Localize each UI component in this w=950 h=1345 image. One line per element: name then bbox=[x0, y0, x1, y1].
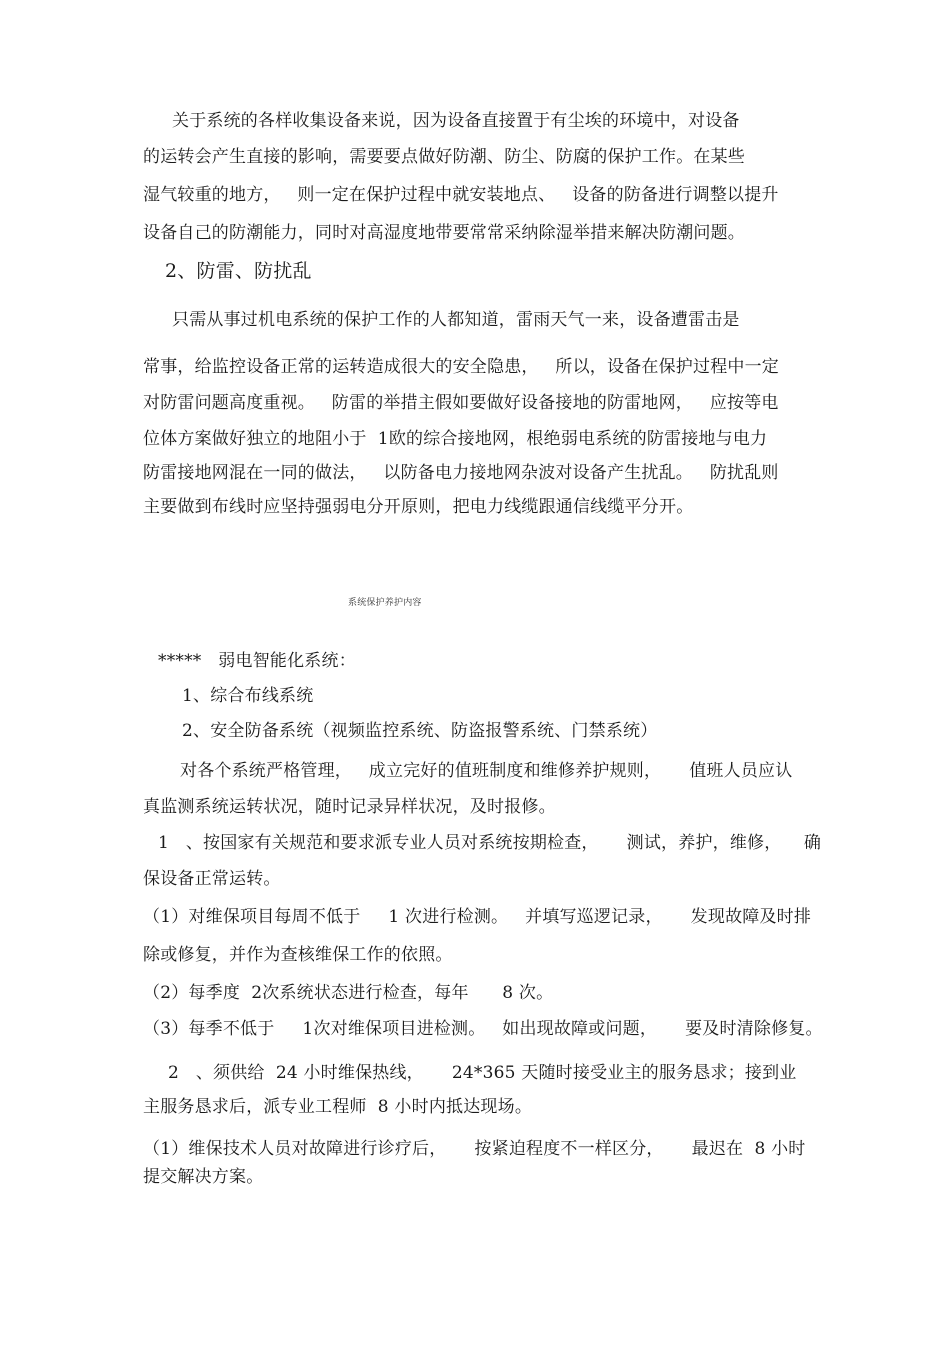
section-caption: 系统保护养护内容 bbox=[348, 598, 422, 608]
sub-item-1-line-1: （1）对维保项目每周不低于 1 次进行检测。 并填写巡逻记录， 发现故障及时排 bbox=[143, 907, 812, 927]
point-1-line-2: 保设备正常运转。 bbox=[143, 869, 281, 889]
paragraph-3-line-1: 对各个系统严格管理， 成立完好的值班制度和维修养护规则， 值班人员应认 bbox=[180, 761, 793, 781]
sub-item-1-line-2: 除或修复，并作为查核维保工作的依照。 bbox=[143, 945, 453, 965]
paragraph-2-line-3: 对防雷问题高度重视。 防雷的举措主假如要做好设备接地的防雷地网， 应按等电 bbox=[143, 393, 779, 413]
point-2-line-2: 主服务恳求后，派专业工程师 8 小时内抵达现场。 bbox=[143, 1097, 533, 1117]
paragraph-1-line-1: 关于系统的各样收集设备来说，因为设备直接置于有尘埃的环境中，对设备 bbox=[172, 111, 740, 131]
sub-item-2: （2）每季度 2次系统状态进行检查，每年 8 次。 bbox=[143, 983, 554, 1003]
point-1-line-1: 1 、按国家有关规范和要求派专业人员对系统按期检查， 测试，养护，维修， 确 bbox=[158, 833, 822, 853]
sub-item-4-line-2: 提交解决方案。 bbox=[143, 1167, 264, 1187]
list-item-cabling: 1、综合布线系统 bbox=[182, 686, 314, 706]
paragraph-2-line-1: 只需从事过机电系统的保护工作的人都知道，雷雨天气一来，设备遭雷击是 bbox=[172, 310, 740, 330]
paragraph-2-line-5: 防雷接地网混在一同的做法， 以防备电力接地网杂波对设备产生扰乱。 防扰乱则 bbox=[143, 463, 779, 483]
list-item-security: 2、安全防备系统（视频监控系统、防盗报警系统、门禁系统） bbox=[182, 721, 658, 741]
point-2-line-1: 2 、须供给 24 小时维保热线， 24*365 天随时接受业主的服务恳求；接到业 bbox=[168, 1063, 797, 1083]
paragraph-3-line-2: 真监测系统运转状况，随时记录异样状况，及时报修。 bbox=[143, 797, 556, 817]
section-heading-lightning: 2、防雷、防扰乱 bbox=[165, 260, 312, 282]
sub-item-4-line-1: （1）维保技术人员对故障进行诊疗后， 按紧迫程度不一样区分， 最迟在 8 小时 bbox=[143, 1139, 806, 1159]
paragraph-2-line-6: 主要做到布线时应坚持强弱电分开原则，把电力线缆跟通信线缆平分开。 bbox=[143, 497, 694, 517]
paragraph-1-line-3: 湿气较重的地方， 则一定在保护过程中就安装地点、 设备的防备进行调整以提升 bbox=[143, 185, 779, 205]
paragraph-2-line-4: 位体方案做好独立的地阻小于 1欧的综合接地网，根绝弱电系统的防雷接地与电力 bbox=[143, 429, 768, 449]
paragraph-1-line-4: 设备自己的防潮能力，同时对高湿度地带要常常采纳除湿举措来解决防潮问题。 bbox=[143, 223, 745, 243]
sub-item-3: （3）每季不低于 1次对维保项目进检测。 如出现故障或问题， 要及时清除修复。 bbox=[143, 1019, 823, 1039]
section-title: ***** 弱电智能化系统： bbox=[158, 651, 356, 671]
paragraph-1-line-2: 的运转会产生直接的影响，需要要点做好防潮、防尘、防腐的保护工作。在某些 bbox=[143, 147, 745, 167]
paragraph-2-line-2: 常事，给监控设备正常的运转造成很大的安全隐患， 所以，设备在保护过程中一定 bbox=[143, 357, 780, 377]
